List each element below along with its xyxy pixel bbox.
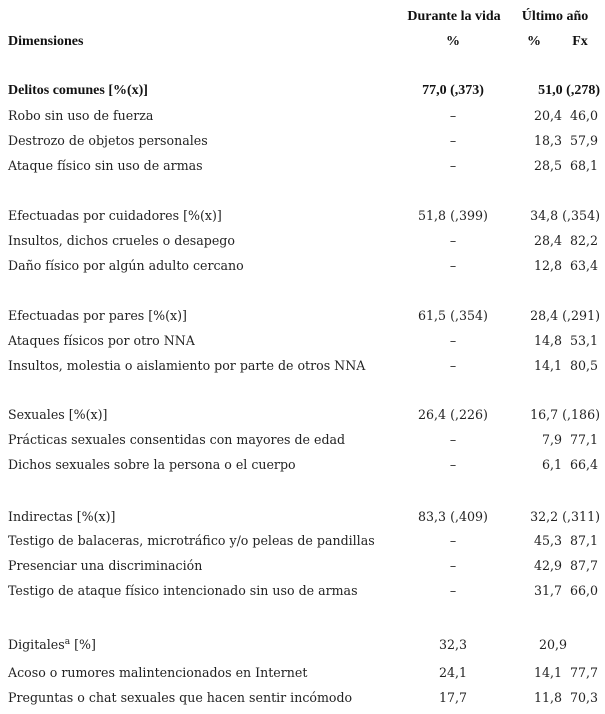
row-pct: 28,4	[533, 233, 562, 248]
group-lifetime: 26,4 (,226)	[418, 407, 488, 422]
footnote-marker: a	[64, 636, 71, 647]
header-row-units	[0, 32, 605, 52]
table-row	[0, 663, 605, 683]
row-lifetime: –	[449, 258, 457, 273]
row-label: Destrozo de objetos personales	[8, 133, 208, 148]
header-lifetime-pct: %	[446, 34, 460, 49]
table-row	[0, 430, 605, 450]
header-dimensions: Dimensiones	[8, 34, 84, 49]
row-lifetime: –	[449, 533, 457, 548]
table-row	[0, 156, 605, 176]
row-fx: 68,1	[569, 158, 598, 173]
header-lifetime: Durante la vida	[407, 9, 501, 24]
table-row	[0, 455, 605, 475]
row-lifetime: –	[449, 108, 457, 123]
row-fx: 53,1	[569, 333, 598, 348]
row-fx: 66,0	[569, 583, 598, 598]
group-row-indirectas	[0, 507, 605, 527]
row-label: Insultos, molestia o aislamiento por parte de otros NNA	[8, 358, 366, 373]
row-lifetime: –	[449, 432, 457, 447]
group-row-pares	[0, 306, 605, 326]
row-lifetime: –	[449, 583, 457, 598]
row-pct: 31,7	[533, 583, 562, 598]
table-row	[0, 331, 605, 351]
row-lifetime: 17,7	[438, 690, 468, 705]
table-row	[0, 531, 605, 551]
row-fx: 57,9	[569, 133, 598, 148]
group-title-text: Digitales	[8, 637, 65, 652]
row-fx: 70,3	[569, 690, 598, 705]
group-lifetime: 83,3 (,409)	[418, 509, 488, 524]
table-row	[0, 356, 605, 376]
table-row	[0, 556, 605, 576]
row-lifetime: –	[449, 233, 457, 248]
row-label: Daño físico por algún adulto cercano	[8, 258, 244, 273]
table-row	[0, 131, 605, 151]
row-pct: 20,4	[533, 108, 562, 123]
table-row	[0, 581, 605, 601]
table-row	[0, 256, 605, 276]
row-fx: 82,2	[569, 233, 598, 248]
group-lifetime: 32,3	[438, 637, 468, 652]
row-fx: 80,5	[569, 358, 598, 373]
row-pct: 42,9	[533, 558, 562, 573]
row-fx: 77,1	[569, 432, 598, 447]
row-label: Insultos, dichos crueles o desapego	[8, 233, 235, 248]
row-label: Ataques físicos por otro NNA	[8, 333, 195, 348]
row-pct: 14,8	[533, 333, 562, 348]
table-row	[0, 231, 605, 251]
row-lifetime: –	[449, 333, 457, 348]
table-row	[0, 106, 605, 126]
group-lifetime: 51,8 (,399)	[418, 208, 488, 223]
row-label: Dichos sexuales sobre la persona o el cuerpo	[8, 457, 296, 472]
row-label: Presenciar una discriminación	[8, 558, 203, 573]
row-fx: 87,7	[569, 558, 598, 573]
row-pct: 6,1	[541, 457, 562, 472]
row-lifetime: 24,1	[438, 665, 468, 680]
row-pct: 45,3	[533, 533, 562, 548]
row-fx: 46,0	[569, 108, 598, 123]
row-label: Prácticas sexuales consentidas con mayores de edad	[8, 432, 346, 447]
group-last-year: 16,7 (,186)	[530, 407, 600, 422]
group-row-cuidadores	[0, 206, 605, 226]
row-pct: 7,9	[541, 432, 562, 447]
group-last-year: 32,2 (,311)	[530, 509, 600, 524]
row-pct: 11,8	[533, 690, 562, 705]
group-title: Efectuadas por pares [%(x)]	[8, 308, 187, 323]
header-last-year-fx: Fx	[572, 34, 588, 49]
group-last-year: 51,0 (,278)	[538, 83, 600, 98]
row-lifetime: –	[449, 133, 457, 148]
header-row-groups	[0, 7, 605, 27]
row-label: Preguntas o chat sexuales que hacen sentir incómodo	[8, 690, 353, 705]
row-label: Testigo de ataque físico intencionado sin uso de armas	[8, 583, 358, 598]
row-pct: 28,5	[533, 158, 562, 173]
header-last-year: Último año	[521, 9, 589, 24]
row-lifetime: –	[449, 457, 457, 472]
group-title: Delitos comunes [%(x)]	[8, 83, 148, 98]
row-lifetime: –	[449, 358, 457, 373]
row-pct: 12,8	[533, 258, 562, 273]
group-row-sexuales	[0, 405, 605, 425]
group-lifetime: 77,0 (,373)	[422, 83, 484, 98]
group-title-suffix: [%]	[70, 637, 96, 652]
group-title: Indirectas [%(x)]	[8, 509, 116, 524]
group-row-digitales	[0, 635, 605, 655]
row-label: Robo sin uso de fuerza	[8, 108, 154, 123]
group-last-year: 20,9	[538, 637, 568, 652]
group-last-year: 34,8 (,354)	[530, 208, 600, 223]
row-pct: 14,1	[533, 358, 562, 373]
row-fx: 77,7	[569, 665, 598, 680]
row-label: Testigo de balaceras, microtráfico y/o peleas de pandillas	[8, 533, 375, 548]
group-row-delitos-comunes	[0, 81, 605, 101]
row-label: Ataque físico sin uso de armas	[8, 158, 203, 173]
table-row	[0, 688, 605, 708]
group-lifetime: 61,5 (,354)	[418, 308, 488, 323]
row-pct: 18,3	[533, 133, 562, 148]
group-title: Sexuales [%(x)]	[8, 407, 108, 422]
group-title	[8, 635, 96, 655]
row-fx: 87,1	[569, 533, 598, 548]
row-fx: 66,4	[569, 457, 598, 472]
header-last-year-pct: %	[527, 34, 541, 49]
row-lifetime: –	[449, 158, 457, 173]
group-last-year: 28,4 (,291)	[530, 308, 600, 323]
row-pct: 14,1	[533, 665, 562, 680]
row-lifetime: –	[449, 558, 457, 573]
row-fx: 63,4	[569, 258, 598, 273]
row-label: Acoso o rumores malintencionados en Internet	[8, 665, 308, 680]
group-title: Efectuadas por cuidadores [%(x)]	[8, 208, 222, 223]
